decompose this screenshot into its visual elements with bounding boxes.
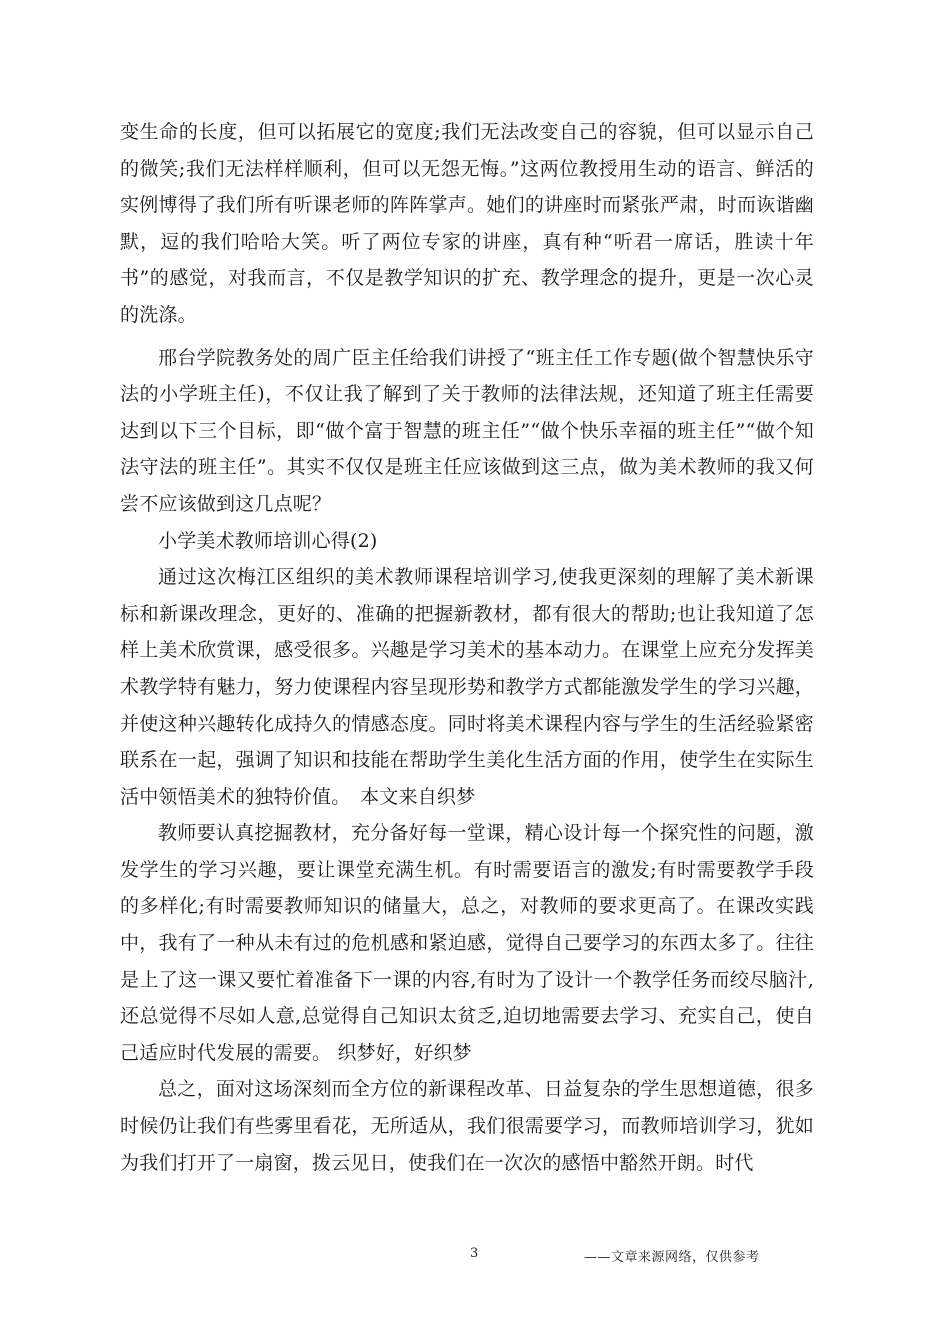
paragraph-1: 变生命的长度，但可以拓展它的宽度;我们无法改变自己的容貌，但可以显示自己的微笑;我们无法样样顺利，但可以无怨无悔。”这两位教授用生动的语言、鲜活的实例博得了我们所有听课老师的阵阵掌声。她们的讲座时而紧张严肃，时而诙谐幽默，逗的我们哈哈大笑。听了两位专家的讲座，真有种“听君一席话，胜读十年书”的感觉，对我而言，不仅是教学知识的扩充、教学理念的提升，更是一次心灵的洗涤。 [120,121,814,326]
document-body [120,114,814,1181]
source-note: ——文章来源网络，仅供参考 [584,1250,760,1265]
page-footer [0,1246,950,1270]
paragraph-3: 通过这次梅江区组织的美术教师课程培训学习,使我更深刻的理解了美术新课标和新课改理念，更好的、准确的把握新教材，都有很大的帮助;也让我知道了怎样上美术欣赏课，感受很多。兴趣是学习美术的基本动力。在课堂上应充分发挥美术教学特有魅力，努力使课程内容呈现形势和教学方式都能激发学生的学习兴趣，并使这种兴趣转化成持久的情感态度。同时将美术课程内容与学生的生活经验紧密联系在一起，强调了知识和技能在帮助学生美化生活方面的作用，使学生在实际生活中领悟美术的独特价值。 本文来自织梦 [120,566,814,808]
paragraph-2: 邢台学院教务处的周广臣主任给我们讲授了“班主任工作专题(做个智慧快乐守法的小学班主任)，不仅让我了解到了关于教师的法律法规，还知道了班主任需要达到以下三个目标，即“做个富于智慧的班主任”“做个快乐幸福的班主任”“做个知法守法的班主任”。其实不仅仅是班主任应该做到这三点，做为美术教师的我又何尝不应该做到这几点呢？ [120,346,814,515]
paragraph-4: 教师要认真挖掘教材，充分备好每一堂课，精心设计每一个探究性的问题，激发学生的学习兴趣，要让课堂充满生机。有时需要语言的激发;有时需要教学手段的多样化;有时需要教师知识的储量大，总之，对教师的要求更高了。在课改实践中，我有了一种从未有过的危机感和紧迫感，觉得自己要学习的东西太多了。往往是上了这一课又要忙着准备下一课的内容,有时为了设计一个教学任务而绞尽脑汁,还总觉得不尽如人意,总觉得自己知识太贫乏,迫切地需要去学习、充实自己，使自己适应时代发展的需要。 织梦好，好织梦 [120,822,814,1064]
paragraph-5: 总之，面对这场深刻而全方位的新课程改革、日益复杂的学生思想道德，很多时候仍让我们有些雾里看花，无所适从，我们很需要学习，而教师培训学习，犹如为我们打开了一扇窗，拨云见日，使我们在一次次的感悟中豁然开朗。时代 [120,1078,814,1174]
section-heading: 小学美术教师培训心得(2) [158,529,378,552]
page-number: 3 [470,1246,479,1261]
